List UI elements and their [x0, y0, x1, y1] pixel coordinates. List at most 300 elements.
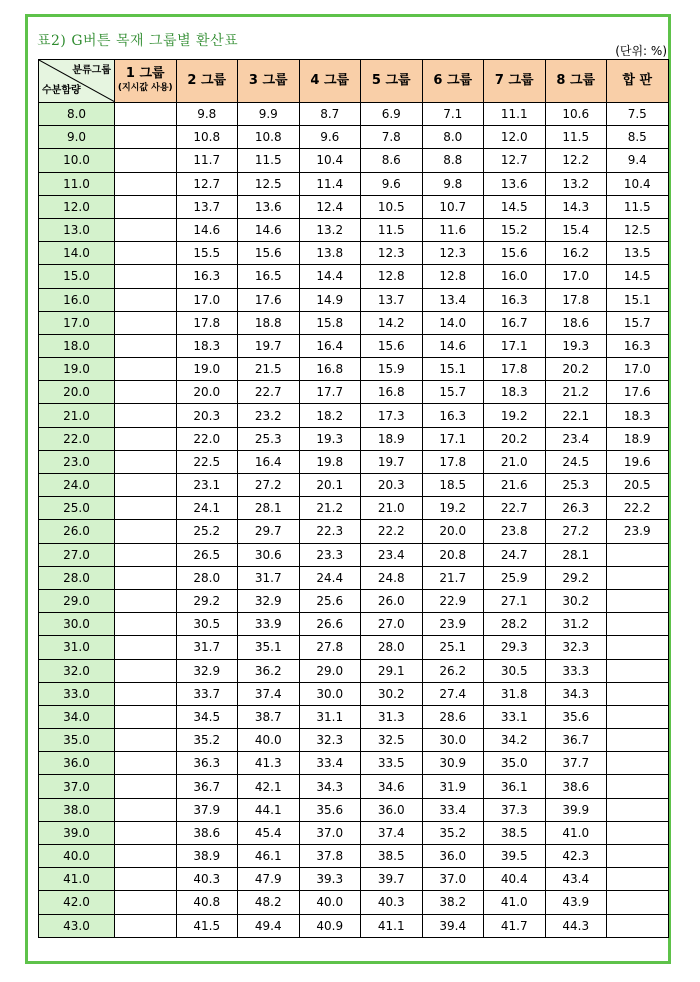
table-cell: 9.6 [361, 172, 423, 195]
table-cell: 22.7 [484, 497, 546, 520]
moisture-content-cell: 35.0 [39, 729, 115, 752]
table-cell: 29.1 [361, 659, 423, 682]
table-cell: 41.7 [484, 914, 546, 937]
table-cell [115, 705, 177, 728]
table-cell: 15.1 [422, 358, 484, 381]
table-cell [607, 752, 669, 775]
table-cell: 23.8 [484, 520, 546, 543]
table-cell: 11.5 [238, 149, 300, 172]
table-cell: 30.6 [238, 543, 300, 566]
table-row [39, 126, 669, 149]
table-cell: 32.3 [299, 729, 361, 752]
table-cell: 23.9 [607, 520, 669, 543]
table-cell: 49.4 [238, 914, 300, 937]
table-row [39, 520, 669, 543]
table-cell: 39.5 [484, 845, 546, 868]
table-cell: 26.2 [422, 659, 484, 682]
moisture-content-cell: 13.0 [39, 218, 115, 241]
moisture-content-cell: 10.0 [39, 149, 115, 172]
table-cell [115, 914, 177, 937]
column-header-group-7: 7 그룹 [484, 60, 546, 103]
table-cell: 10.8 [238, 126, 300, 149]
conversion-table [38, 59, 669, 938]
table-cell: 10.5 [361, 195, 423, 218]
table-row [39, 497, 669, 520]
table-cell: 24.7 [484, 543, 546, 566]
table-cell: 22.2 [607, 497, 669, 520]
table-cell: 44.3 [545, 914, 607, 937]
table-cell [115, 172, 177, 195]
table-cell: 29.0 [299, 659, 361, 682]
table-cell: 26.3 [545, 497, 607, 520]
table-cell: 35.6 [545, 705, 607, 728]
table-cell: 28.0 [361, 636, 423, 659]
corner-bottom-label: 수분함량 [42, 85, 81, 96]
table-cell [115, 126, 177, 149]
moisture-content-cell: 20.0 [39, 381, 115, 404]
table-cell: 36.7 [545, 729, 607, 752]
table-cell: 7.1 [422, 103, 484, 126]
moisture-content-cell: 22.0 [39, 427, 115, 450]
table-cell: 12.4 [299, 195, 361, 218]
table-cell: 22.3 [299, 520, 361, 543]
table-cell: 41.0 [545, 821, 607, 844]
table-cell: 17.0 [607, 358, 669, 381]
table-cell: 41.0 [484, 891, 546, 914]
table-cell: 24.8 [361, 566, 423, 589]
table-cell [115, 613, 177, 636]
table-cell: 33.5 [361, 752, 423, 775]
table-cell [115, 636, 177, 659]
table-cell: 14.3 [545, 195, 607, 218]
table-cell [115, 752, 177, 775]
table-cell: 19.6 [607, 450, 669, 473]
table-cell: 12.3 [422, 242, 484, 265]
table-cell: 15.5 [176, 242, 238, 265]
table-cell: 17.6 [607, 381, 669, 404]
table-cell [115, 543, 177, 566]
table-cell: 15.1 [607, 288, 669, 311]
table-cell: 19.7 [238, 334, 300, 357]
table-cell: 6.9 [361, 103, 423, 126]
table-cell: 9.6 [299, 126, 361, 149]
corner-header-cell [39, 60, 115, 103]
table-cell: 36.0 [422, 845, 484, 868]
table-cell: 32.9 [238, 589, 300, 612]
table-cell: 21.2 [545, 381, 607, 404]
table-cell: 22.9 [422, 589, 484, 612]
table-cell [115, 798, 177, 821]
moisture-content-cell: 41.0 [39, 868, 115, 891]
table-cell: 18.2 [299, 404, 361, 427]
table-row [39, 613, 669, 636]
column-header-group-2: 2 그룹 [176, 60, 238, 103]
group1-note: (지시값 사용) [117, 83, 173, 93]
table-cell: 18.8 [238, 311, 300, 334]
table-row [39, 404, 669, 427]
table-cell [607, 659, 669, 682]
table-cell: 35.6 [299, 798, 361, 821]
moisture-content-cell: 43.0 [39, 914, 115, 937]
table-row [39, 311, 669, 334]
table-cell [115, 334, 177, 357]
table-cell: 26.0 [361, 589, 423, 612]
table-cell: 44.1 [238, 798, 300, 821]
table-cell: 20.0 [176, 381, 238, 404]
table-cell: 23.9 [422, 613, 484, 636]
table-cell: 14.4 [299, 265, 361, 288]
table-cell: 33.4 [422, 798, 484, 821]
table-row [39, 705, 669, 728]
table-cell: 25.3 [238, 427, 300, 450]
moisture-content-cell: 42.0 [39, 891, 115, 914]
table-row [39, 427, 669, 450]
table-cell: 34.2 [484, 729, 546, 752]
table-cell: 29.7 [238, 520, 300, 543]
table-row [39, 543, 669, 566]
table-cell: 43.9 [545, 891, 607, 914]
table-cell: 16.0 [484, 265, 546, 288]
table-cell: 14.5 [484, 195, 546, 218]
moisture-content-cell: 8.0 [39, 103, 115, 126]
table-row [39, 798, 669, 821]
table-row [39, 682, 669, 705]
table-cell: 17.6 [238, 288, 300, 311]
moisture-content-cell: 19.0 [39, 358, 115, 381]
table-cell: 13.4 [422, 288, 484, 311]
table-cell: 12.7 [176, 172, 238, 195]
table-cell: 14.6 [422, 334, 484, 357]
table-cell: 37.0 [299, 821, 361, 844]
table-row [39, 265, 669, 288]
table-cell [607, 821, 669, 844]
table-cell: 11.4 [299, 172, 361, 195]
table-cell: 22.1 [545, 404, 607, 427]
table-body [39, 103, 669, 938]
table-cell: 23.4 [361, 543, 423, 566]
table-cell [115, 242, 177, 265]
table-row [39, 891, 669, 914]
table-cell: 28.1 [545, 543, 607, 566]
moisture-content-cell: 14.0 [39, 242, 115, 265]
table-cell: 17.1 [422, 427, 484, 450]
moisture-content-cell: 12.0 [39, 195, 115, 218]
table-cell: 25.1 [422, 636, 484, 659]
table-cell: 34.3 [545, 682, 607, 705]
table-cell: 9.9 [238, 103, 300, 126]
table-cell: 11.7 [176, 149, 238, 172]
table-cell: 23.1 [176, 474, 238, 497]
table-cell [115, 474, 177, 497]
table-row [39, 358, 669, 381]
table-row [39, 589, 669, 612]
table-row [39, 474, 669, 497]
table-cell: 23.4 [545, 427, 607, 450]
table-row [39, 334, 669, 357]
table-cell: 16.3 [607, 334, 669, 357]
table-cell: 37.4 [361, 821, 423, 844]
table-cell: 30.2 [545, 589, 607, 612]
table-cell [115, 868, 177, 891]
table-cell: 13.6 [484, 172, 546, 195]
table-cell: 38.5 [484, 821, 546, 844]
table-cell: 17.8 [545, 288, 607, 311]
table-cell: 11.1 [484, 103, 546, 126]
moisture-content-cell: 25.0 [39, 497, 115, 520]
table-cell: 28.6 [422, 705, 484, 728]
table-cell: 30.5 [176, 613, 238, 636]
table-cell: 25.2 [176, 520, 238, 543]
table-cell: 21.6 [484, 474, 546, 497]
table-cell [115, 404, 177, 427]
moisture-content-cell: 29.0 [39, 589, 115, 612]
table-cell: 16.8 [361, 381, 423, 404]
table-cell: 13.7 [176, 195, 238, 218]
table-cell: 17.8 [176, 311, 238, 334]
table-title: 표2) G버튼 목재 그룹별 환산표 [37, 33, 239, 49]
table-cell: 40.4 [484, 868, 546, 891]
table-cell: 13.7 [361, 288, 423, 311]
table-cell: 28.1 [238, 497, 300, 520]
table-cell [115, 497, 177, 520]
table-cell [115, 659, 177, 682]
table-cell: 20.2 [545, 358, 607, 381]
table-cell: 14.6 [238, 218, 300, 241]
table-cell: 12.5 [238, 172, 300, 195]
table-cell [607, 613, 669, 636]
table-cell: 20.2 [484, 427, 546, 450]
table-row [39, 381, 669, 404]
table-cell: 31.2 [545, 613, 607, 636]
table-cell: 9.8 [422, 172, 484, 195]
table-row [39, 914, 669, 937]
table-cell: 33.1 [484, 705, 546, 728]
table-cell [115, 729, 177, 752]
table-cell: 34.3 [299, 775, 361, 798]
table-row [39, 775, 669, 798]
moisture-content-cell: 28.0 [39, 566, 115, 589]
table-cell: 15.2 [484, 218, 546, 241]
table-cell: 18.3 [607, 404, 669, 427]
table-cell [607, 868, 669, 891]
table-cell: 33.3 [545, 659, 607, 682]
table-cell: 27.4 [422, 682, 484, 705]
table-cell: 21.2 [299, 497, 361, 520]
table-cell: 19.3 [545, 334, 607, 357]
table-cell: 17.0 [545, 265, 607, 288]
table-cell: 16.3 [484, 288, 546, 311]
column-header-group-4: 4 그룹 [299, 60, 361, 103]
table-cell: 39.9 [545, 798, 607, 821]
table-cell [607, 891, 669, 914]
table-cell: 10.4 [607, 172, 669, 195]
moisture-content-cell: 15.0 [39, 265, 115, 288]
table-cell: 26.6 [299, 613, 361, 636]
table-cell: 35.2 [176, 729, 238, 752]
table-cell: 8.8 [422, 149, 484, 172]
table-cell: 19.3 [299, 427, 361, 450]
table-cell: 8.7 [299, 103, 361, 126]
table-cell: 30.2 [361, 682, 423, 705]
table-cell: 36.1 [484, 775, 546, 798]
table-cell: 45.4 [238, 821, 300, 844]
table-cell: 38.9 [176, 845, 238, 868]
table-cell: 7.8 [361, 126, 423, 149]
table-cell: 15.9 [361, 358, 423, 381]
table-cell: 35.0 [484, 752, 546, 775]
table-row [39, 103, 669, 126]
table-cell: 29.2 [545, 566, 607, 589]
table-cell: 37.0 [422, 868, 484, 891]
table-cell: 20.1 [299, 474, 361, 497]
table-cell: 10.7 [422, 195, 484, 218]
table-cell [115, 195, 177, 218]
table-cell: 36.7 [176, 775, 238, 798]
table-cell: 29.2 [176, 589, 238, 612]
table-cell: 22.5 [176, 450, 238, 473]
moisture-content-cell: 34.0 [39, 705, 115, 728]
table-cell: 16.3 [422, 404, 484, 427]
table-cell: 41.5 [176, 914, 238, 937]
table-cell [115, 103, 177, 126]
moisture-content-cell: 39.0 [39, 821, 115, 844]
table-cell: 24.1 [176, 497, 238, 520]
table-cell [607, 543, 669, 566]
table-row [39, 752, 669, 775]
table-cell: 29.3 [484, 636, 546, 659]
table-cell: 11.5 [545, 126, 607, 149]
table-cell [115, 520, 177, 543]
table-cell: 13.2 [299, 218, 361, 241]
table-cell [115, 566, 177, 589]
moisture-content-cell: 33.0 [39, 682, 115, 705]
table-cell: 21.0 [361, 497, 423, 520]
table-cell: 23.2 [238, 404, 300, 427]
table-cell: 12.7 [484, 149, 546, 172]
table-cell [115, 358, 177, 381]
moisture-content-cell: 18.0 [39, 334, 115, 357]
table-cell [115, 427, 177, 450]
table-cell: 10.8 [176, 126, 238, 149]
table-cell: 19.0 [176, 358, 238, 381]
moisture-content-cell: 23.0 [39, 450, 115, 473]
table-cell: 19.7 [361, 450, 423, 473]
table-cell [607, 914, 669, 937]
table-cell: 15.6 [361, 334, 423, 357]
table-cell: 20.3 [361, 474, 423, 497]
table-cell: 13.5 [607, 242, 669, 265]
table-cell: 25.3 [545, 474, 607, 497]
table-cell [607, 775, 669, 798]
table-row [39, 242, 669, 265]
unit-label: (단위: %) [615, 44, 667, 58]
column-header-group-5: 5 그룹 [361, 60, 423, 103]
moisture-content-cell: 27.0 [39, 543, 115, 566]
column-header-group-3: 3 그룹 [238, 60, 300, 103]
table-cell: 16.4 [299, 334, 361, 357]
table-cell: 37.7 [545, 752, 607, 775]
table-cell [607, 798, 669, 821]
table-cell: 38.2 [422, 891, 484, 914]
table-cell: 48.2 [238, 891, 300, 914]
moisture-content-cell: 31.0 [39, 636, 115, 659]
table-cell: 12.8 [422, 265, 484, 288]
table-cell [115, 845, 177, 868]
table-cell: 19.2 [422, 497, 484, 520]
table-cell: 27.1 [484, 589, 546, 612]
header-row [39, 60, 669, 103]
table-cell: 30.9 [422, 752, 484, 775]
table-cell: 24.4 [299, 566, 361, 589]
moisture-content-cell: 32.0 [39, 659, 115, 682]
moisture-content-cell: 24.0 [39, 474, 115, 497]
table-row [39, 659, 669, 682]
table-cell: 37.3 [484, 798, 546, 821]
moisture-content-cell: 40.0 [39, 845, 115, 868]
table-cell: 15.8 [299, 311, 361, 334]
table-cell: 9.8 [176, 103, 238, 126]
table-cell: 27.2 [238, 474, 300, 497]
column-header-group-6: 6 그룹 [422, 60, 484, 103]
table-cell: 16.3 [176, 265, 238, 288]
table-cell: 31.9 [422, 775, 484, 798]
table-cell: 18.6 [545, 311, 607, 334]
table-cell: 28.0 [176, 566, 238, 589]
table-cell: 15.7 [607, 311, 669, 334]
table-cell [607, 729, 669, 752]
table-cell: 32.9 [176, 659, 238, 682]
table-cell: 15.6 [238, 242, 300, 265]
table-cell: 22.2 [361, 520, 423, 543]
table-cell: 35.1 [238, 636, 300, 659]
table-cell [115, 288, 177, 311]
table-cell [607, 636, 669, 659]
table-cell: 16.8 [299, 358, 361, 381]
table-cell: 37.9 [176, 798, 238, 821]
table-cell: 21.7 [422, 566, 484, 589]
table-cell: 30.5 [484, 659, 546, 682]
table-cell: 38.5 [361, 845, 423, 868]
table-cell: 14.5 [607, 265, 669, 288]
table-cell: 35.2 [422, 821, 484, 844]
table-cell: 16.5 [238, 265, 300, 288]
table-cell: 43.4 [545, 868, 607, 891]
moisture-content-cell: 11.0 [39, 172, 115, 195]
table-row [39, 845, 669, 868]
table-cell [115, 821, 177, 844]
table-cell: 11.5 [607, 195, 669, 218]
table-cell [115, 265, 177, 288]
moisture-content-cell: 16.0 [39, 288, 115, 311]
table-cell: 24.5 [545, 450, 607, 473]
table-cell: 25.9 [484, 566, 546, 589]
moisture-content-cell: 36.0 [39, 752, 115, 775]
table-cell: 42.1 [238, 775, 300, 798]
table-cell: 18.5 [422, 474, 484, 497]
table-cell: 26.5 [176, 543, 238, 566]
column-header-group-1 [115, 60, 177, 103]
table-row [39, 172, 669, 195]
table-cell: 11.6 [422, 218, 484, 241]
table-cell: 37.4 [238, 682, 300, 705]
table-cell: 40.0 [238, 729, 300, 752]
table-cell: 38.7 [238, 705, 300, 728]
table-row [39, 450, 669, 473]
table-cell: 20.5 [607, 474, 669, 497]
table-cell: 20.3 [176, 404, 238, 427]
table-cell: 47.9 [238, 868, 300, 891]
table-cell: 23.3 [299, 543, 361, 566]
